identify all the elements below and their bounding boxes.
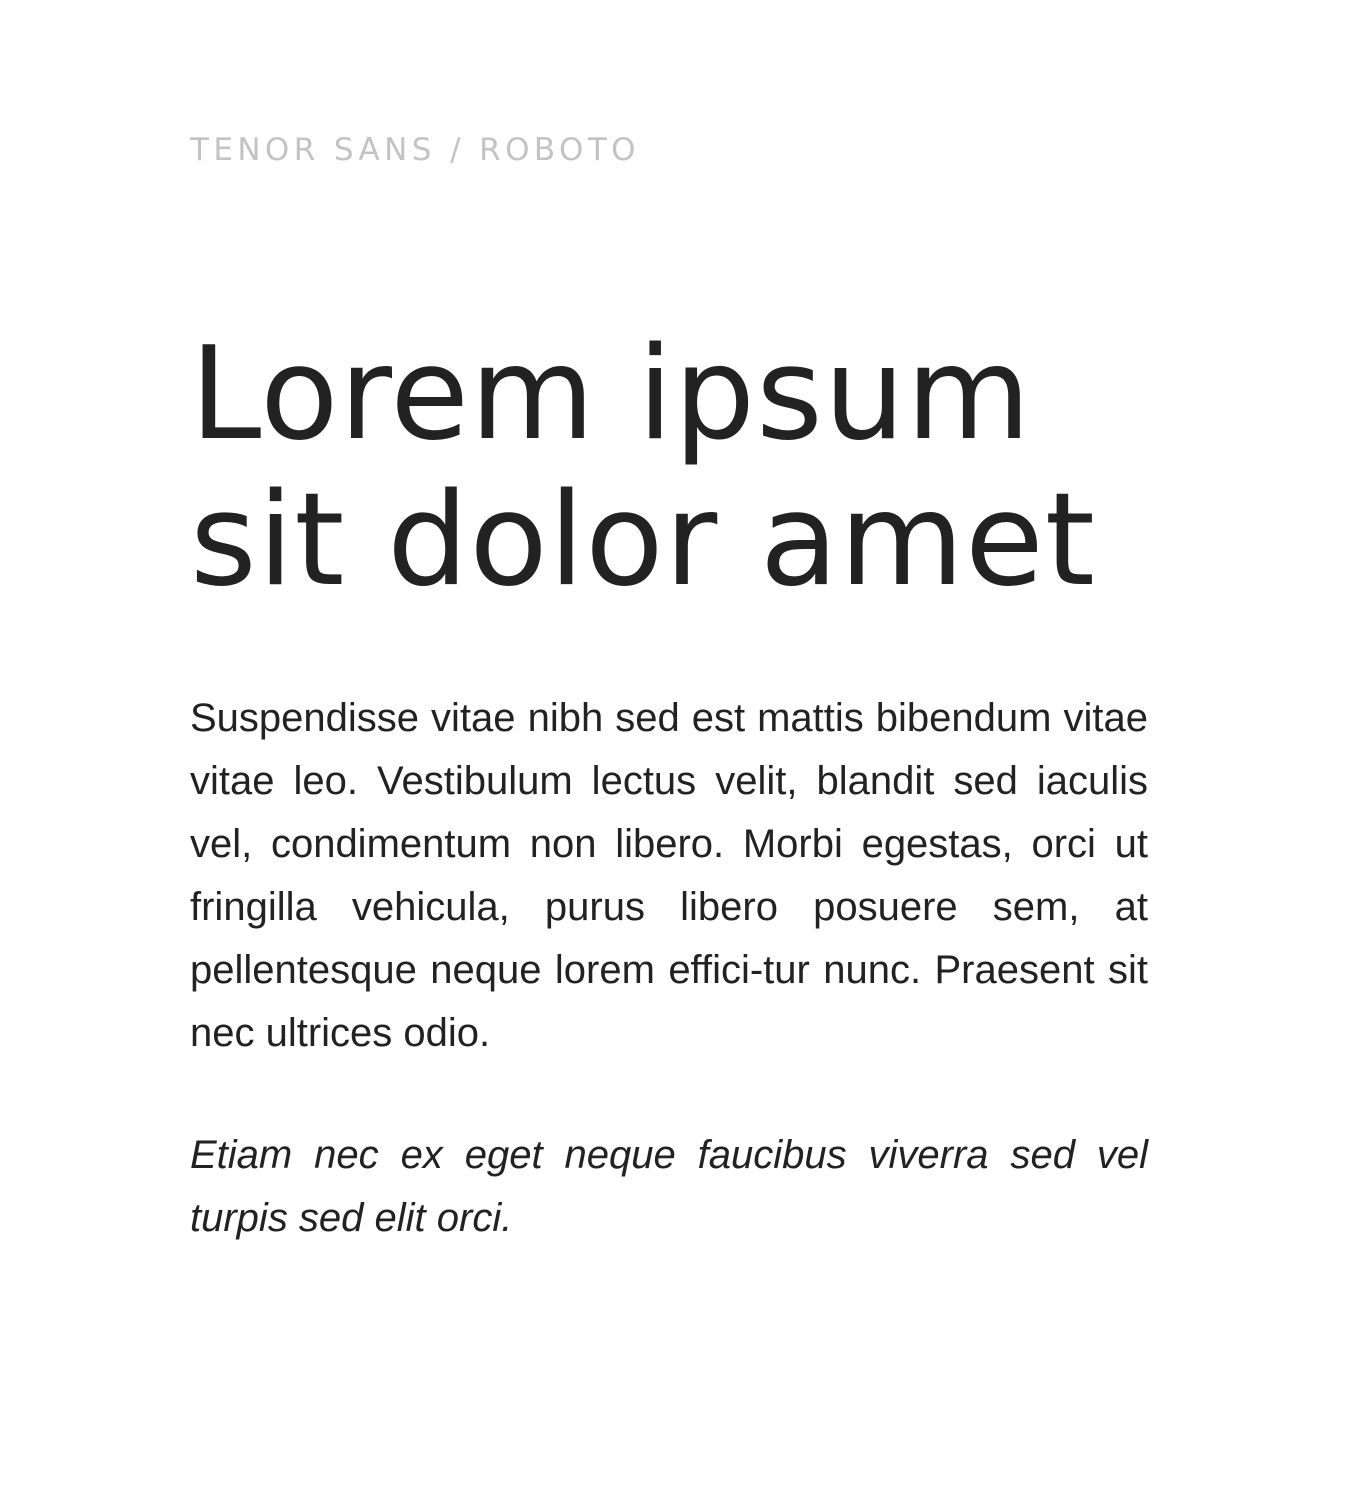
headline-line-2: sit dolor amet — [190, 466, 1096, 615]
headline — [190, 322, 1150, 614]
italic-paragraph: Etiam nec ex eget neque faucibus viverra sed vel turpis sed elit orci. — [190, 1133, 1148, 1240]
headline-line-1: Lorem ipsum — [190, 320, 1032, 469]
type-specimen-page — [190, 0, 1150, 1500]
body-paragraph: Suspendisse vitae nibh sed est mattis bibendum vitae vitae leo. Vestibulum lectus velit, blandit sed iaculis vel, condimentum non libero. Morbi egestas, orci ut fringilla vehicula, purus libero posuere sem, at pellentesque neque lorem effici-tur nunc. Praesent sit nec ultrices odio. — [190, 696, 1148, 1055]
font-pairing-label: TENOR SANS / ROBOTO — [190, 132, 640, 168]
